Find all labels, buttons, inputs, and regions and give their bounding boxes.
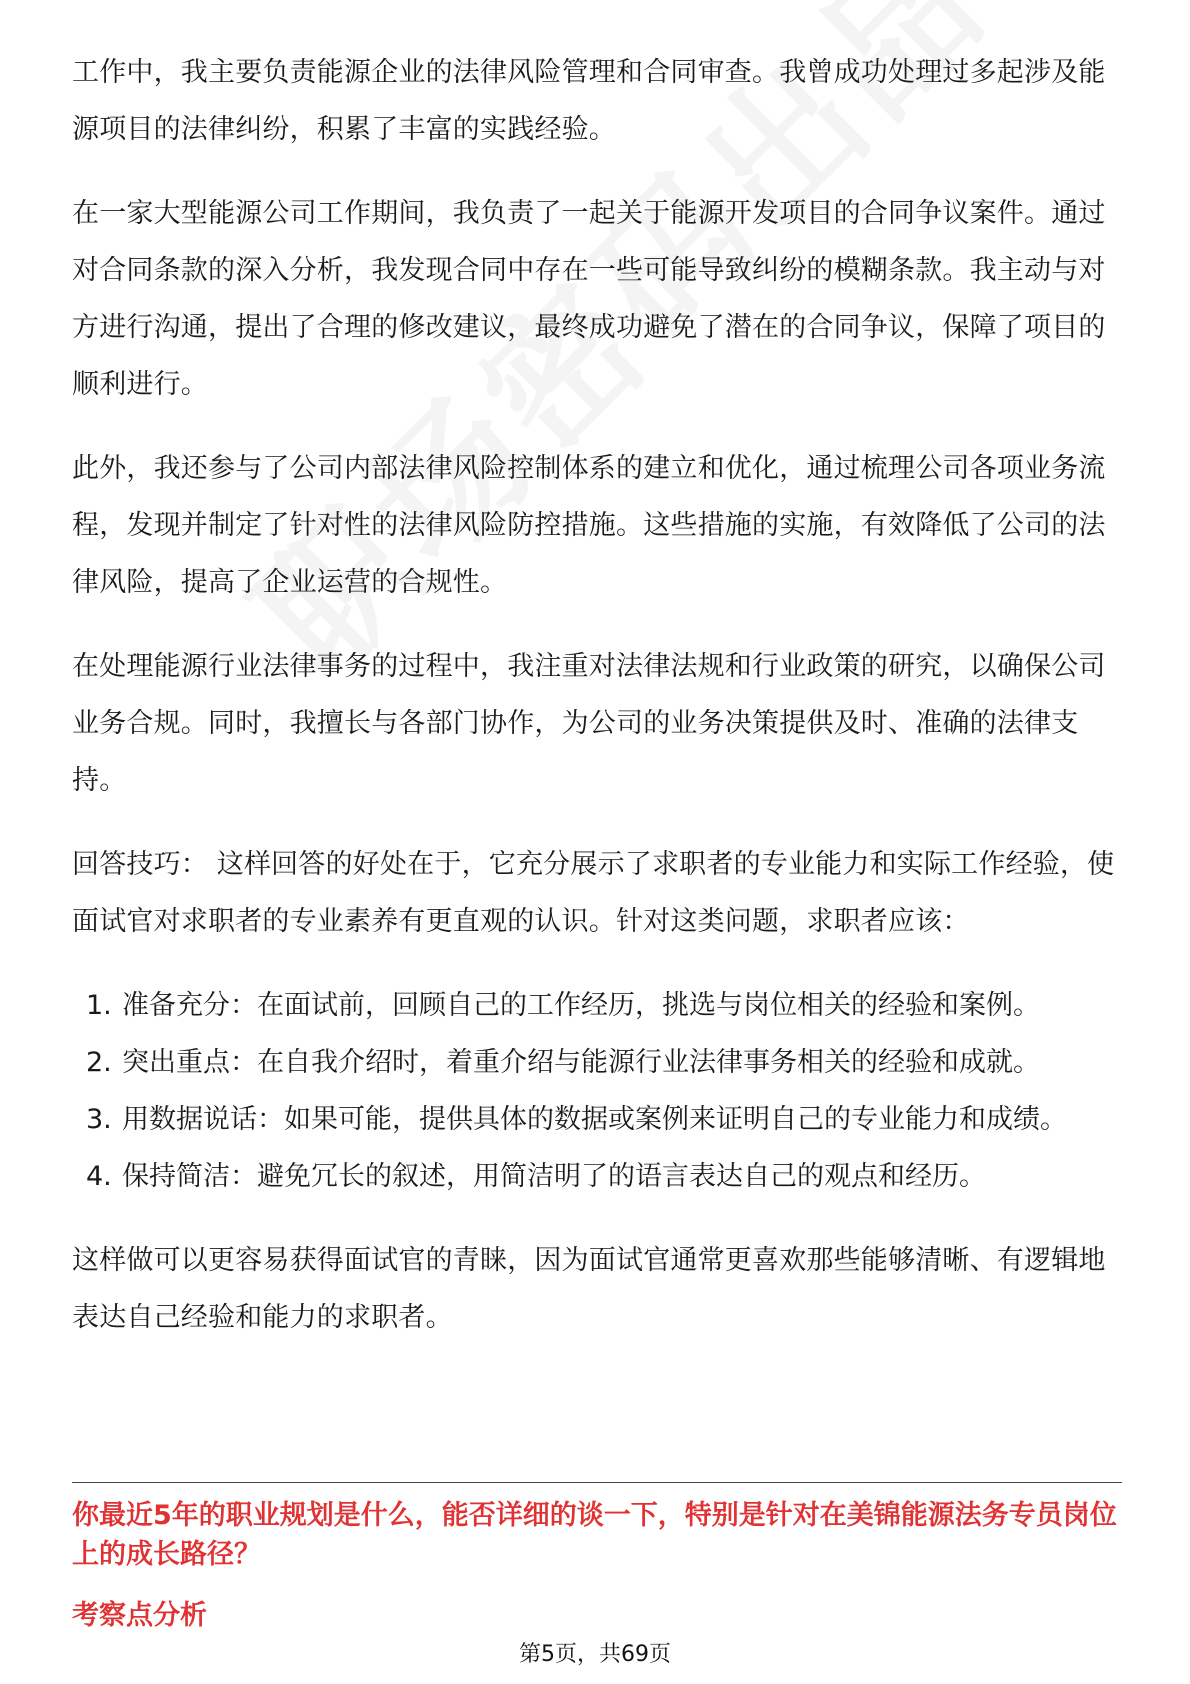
- list-number: 1.: [86, 990, 112, 1021]
- list-item: [72, 1148, 1122, 1205]
- paragraph: 在一家大型能源公司工作期间，我负责了一起关于能源开发项目的合同争议案件。通过对合同条款的深入分析，我发现合同中存在一些可能导致纠纷的模糊条款。我主动与对方进行沟通，提出了合理的修改建议，最终成功避免了潜在的合同争议，保障了项目的顺利进行。: [72, 198, 1106, 400]
- list-item: [72, 1034, 1122, 1091]
- answer-tips-intro: 回答技巧： 这样回答的好处在于，它充分展示了求职者的专业能力和实际工作经验，使面试官对求职者的专业素养有更直观的认识。针对这类问题，求职者应该：: [72, 849, 1115, 937]
- list-number: 2.: [86, 1047, 112, 1078]
- list-number: 3.: [86, 1104, 112, 1135]
- paragraph: 此外，我还参与了公司内部法律风险控制体系的建立和优化，通过梳理公司各项业务流程，发现并制定了针对性的法律风险防控措施。这些措施的实施，有效降低了公司的法律风险，提高了企业运营的合规性。: [72, 453, 1106, 598]
- section-heading: 考察点分析: [72, 1600, 207, 1631]
- list-item-text: 保持简洁：避免冗长的叙述，用简洁明了的语言表达自己的观点和经历。: [122, 1161, 986, 1192]
- interview-question: 你最近5年的职业规划是什么，能否详细的谈一下，特别是针对在美锦能源法务专员岗位上的成长路径？: [72, 1500, 1117, 1570]
- list-item-text: 突出重点：在自我介绍时，着重介绍与能源行业法律事务相关的经验和成就。: [122, 1047, 1040, 1078]
- paragraph: 在处理能源行业法律事务的过程中，我注重对法律法规和行业政策的研究，以确保公司业务合规。同时，我擅长与各部门协作，为公司的业务决策提供及时、准确的法律支持。: [72, 651, 1106, 796]
- list-item: [72, 1091, 1122, 1148]
- section-divider: [72, 1482, 1122, 1483]
- list-item-text: 准备充分：在面试前，回顾自己的工作经历，挑选与岗位相关的经验和案例。: [122, 990, 1040, 1021]
- document-body: [72, 44, 1122, 1373]
- page-number: 第5页，共69页: [519, 1642, 671, 1667]
- paragraph: 工作中，我主要负责能源企业的法律风险管理和合同审查。我曾成功处理过多起涉及能源项目的法律纠纷，积累了丰富的实践经验。: [72, 57, 1106, 145]
- list-item-text: 用数据说话：如果可能，提供具体的数据或案例来证明自己的专业能力和成绩。: [122, 1104, 1067, 1135]
- tips-list: [72, 977, 1122, 1205]
- list-number: 4.: [86, 1161, 112, 1192]
- list-item: [72, 977, 1122, 1034]
- closing-paragraph: 这样做可以更容易获得面试官的青睐，因为面试官通常更喜欢那些能够清晰、有逻辑地表达自己经验和能力的求职者。: [72, 1245, 1106, 1333]
